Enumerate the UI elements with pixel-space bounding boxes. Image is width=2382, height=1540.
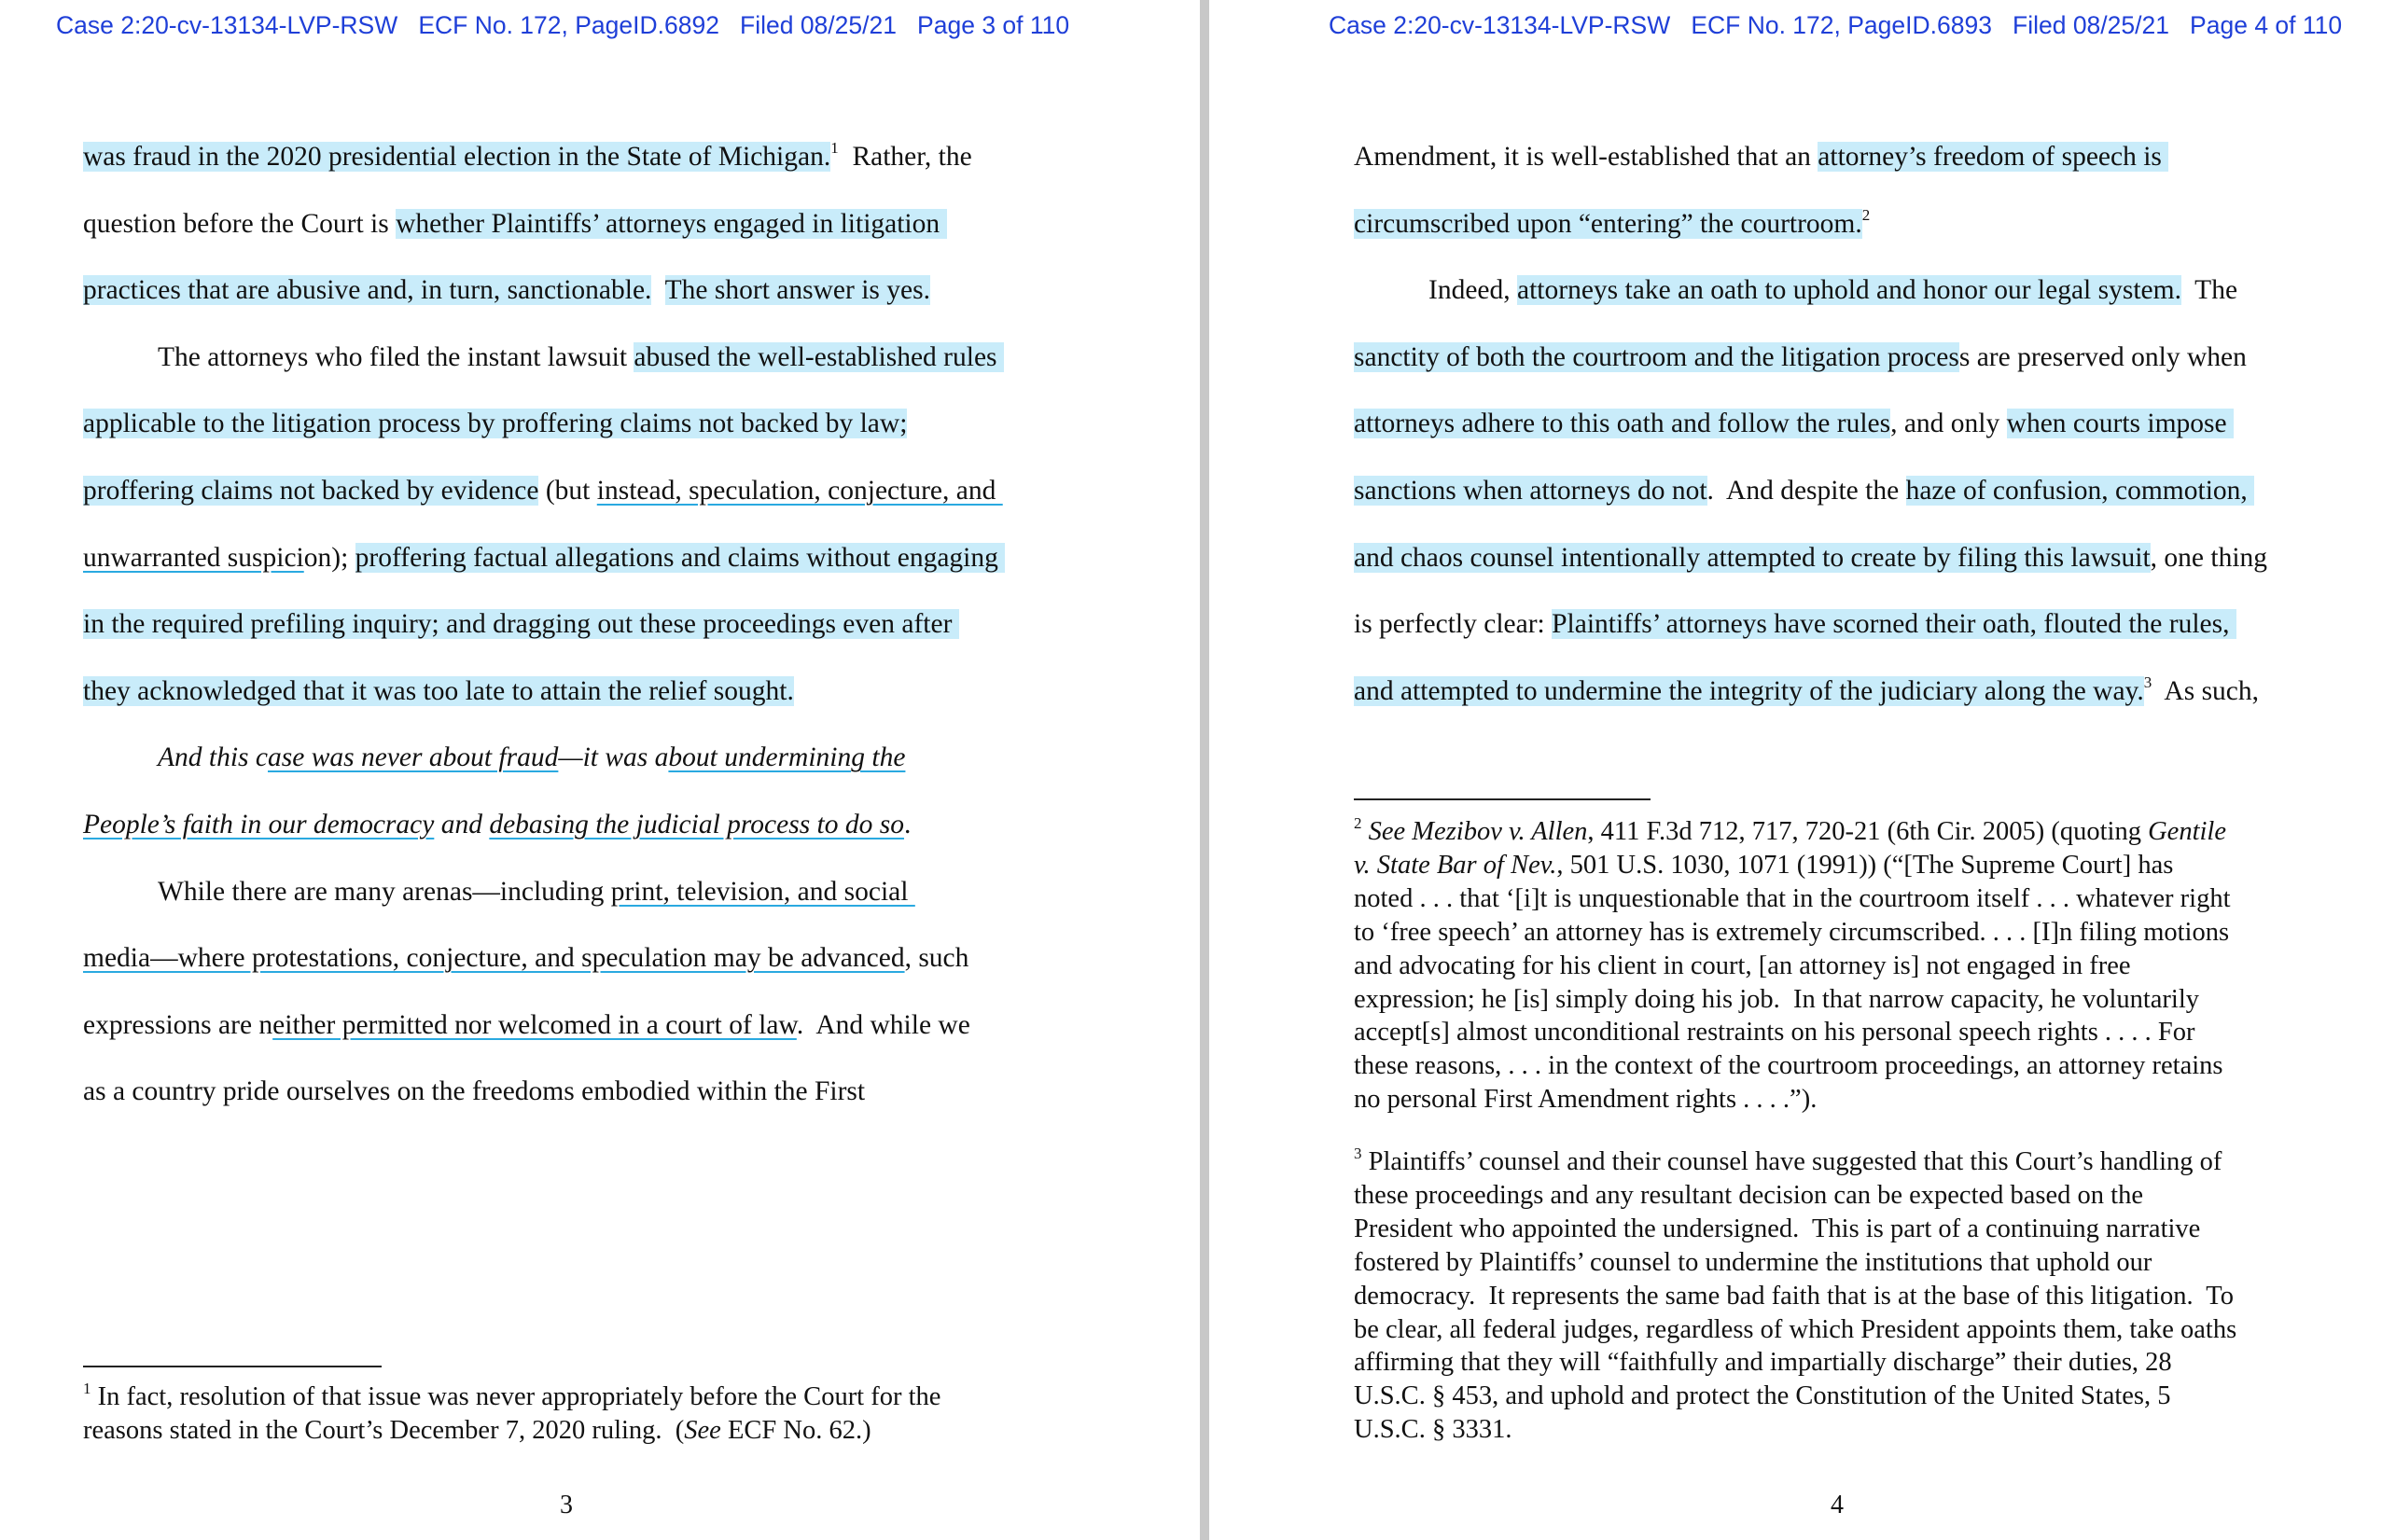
text-run: U.S.C. § 453, and uphold and protect the Constitution of the United States, 5 [1354, 1381, 2171, 1411]
text-line [83, 808, 911, 841]
footnote-line [1354, 1179, 2143, 1213]
text-run: s are preserved only when [1958, 341, 2247, 372]
highlighted-text: and attempted to undermine the integrity of the judiciary along the way. [1354, 675, 2144, 706]
text-line [83, 140, 972, 173]
text-line [158, 741, 905, 774]
footnote-marker: 1 [83, 1379, 91, 1397]
page-number: 4 [1831, 1491, 1844, 1519]
footnote-line [1354, 1049, 2223, 1083]
text-line [83, 207, 947, 241]
highlighted-text: and chaos counsel intentionally attempted to create by filing this lawsuit [1354, 542, 2151, 573]
text-run: , such [904, 943, 969, 974]
text-run: , and only [1890, 409, 2007, 439]
highlighted-text: attorneys take an oath to uphold and honor our legal system. [1517, 275, 2181, 306]
text-run: no personal First Amendment rights . . . .”). [1354, 1085, 1818, 1115]
footnote-marker: 2 [1354, 813, 1362, 832]
highlighted-text: proffering factual allegations and claims without engaging [355, 542, 1006, 573]
footnote-line [1354, 916, 2229, 950]
text-run: , 411 F.3d 712, 717, 720-21 (6th Cir. 2005) (quoting [1587, 817, 2149, 846]
text-line [83, 474, 1003, 507]
highlighted-text: whether Plaintiffs’ attorneys engaged in litigation [396, 208, 947, 239]
text-run: reasons stated in the Court’s December 7, 2020 ruling. ( [83, 1416, 685, 1445]
footnote-line [1354, 1413, 1511, 1447]
text-run: Amendment, it is well-established that an [1354, 142, 1818, 172]
text-line [83, 941, 968, 975]
footnote-line [83, 1380, 940, 1414]
text-run: While there are many arenas—including [158, 876, 611, 907]
text-line [1354, 674, 2259, 708]
text-run: See [684, 1416, 721, 1445]
footnote-line [1354, 983, 2199, 1017]
text-run: and [434, 810, 490, 839]
page-4 [1209, 0, 2382, 1540]
text-run: President who appointed the undersigned. This is part of a continuing narrative [1354, 1214, 2201, 1243]
text-run: . And while we [796, 1009, 970, 1040]
text-line [1354, 340, 2247, 374]
text-line [83, 407, 907, 440]
text-run: noted . . . that ‘[i]t is unquestionable that in the courtroom itself . . . whatever right [1354, 883, 2231, 913]
highlighted-text: proffering claims not backed by evidence [83, 476, 539, 506]
footnote-rule [1354, 798, 1651, 800]
highlighted-text: The short answer is yes. [664, 275, 930, 306]
text-run: , one thing [2150, 542, 2268, 573]
text-run: these proceedings and any resultant decision can be expected based on the [1354, 1180, 2143, 1210]
text-run: and advocating for his client in court, [an attorney is] not engaged in free [1354, 950, 2131, 980]
text-line [1354, 474, 2254, 507]
footnote-line [1354, 1213, 2200, 1246]
footnote-marker: 1 [830, 139, 839, 158]
text-line [1428, 273, 2237, 307]
text-line [83, 607, 959, 641]
footnote-line [1354, 815, 2226, 849]
underlined-text: media—where protestations, conjecture, and speculation may be advanced [83, 943, 905, 974]
text-run: And this c [158, 742, 268, 773]
highlighted-text: when courts impose [2006, 409, 2234, 439]
text-run: Indeed, [1428, 275, 1518, 306]
text-run: Plaintiffs’ counsel and their counsel have suggested that this Court’s handling of [1361, 1147, 2222, 1176]
text-run: —it was a [558, 742, 669, 773]
text-run: See Mezibov v. Allen [1368, 817, 1588, 846]
underlined-text: either permitted nor welcomed in a court of law [272, 1009, 797, 1040]
underlined-text: instead, speculation, conjecture, and [596, 476, 1003, 506]
text-run: In fact, resolution of that issue was never appropriately before the Court for the [91, 1382, 941, 1411]
text-run: The [2180, 275, 2238, 306]
highlighted-text: in the required prefiling inquiry; and dragging out these proceedings even after [83, 609, 959, 640]
text-run: . [903, 810, 912, 839]
footnote-line [1354, 1083, 1817, 1117]
footnote-line [1354, 1280, 2234, 1313]
underlined-text: People’s faith in our democracy [83, 810, 435, 839]
text-run: , 501 U.S. 1030, 1071 (1991)) (“[The Supreme Court] has [1556, 850, 2174, 880]
text-line [1354, 207, 1870, 241]
page-header[interactable]: Case 2:20-cv-13134-LVP-RSW ECF No. 172, PageID.6892 Filed 08/25/21 Page 3 of 110 [56, 11, 1070, 39]
underlined-text: ase was never about fraud [268, 742, 559, 773]
footnote-line [1354, 1016, 2195, 1049]
footnote-line [1354, 1346, 2172, 1380]
footnote-line [1354, 1313, 2236, 1347]
text-line [83, 1075, 865, 1108]
text-run: Rather, the [838, 142, 972, 172]
text-line [158, 340, 1004, 374]
footnote-line [1354, 1246, 2152, 1280]
text-line [1354, 140, 2168, 173]
text-run: expression; he [is] simply doing his job. In that narrow capacity, he voluntarily [1354, 984, 2200, 1014]
footnote-line [1354, 1145, 2222, 1179]
underlined-text: debasing the judicial process to do so [489, 810, 904, 839]
underlined-text: unwarranted suspici [83, 542, 304, 573]
underlined-text: print, television, and social [610, 876, 915, 907]
text-run: question before the Court is [83, 208, 397, 239]
footnote-line [1354, 1380, 2171, 1413]
text-run: as a country pride ourselves on the freedoms embodied within the First [83, 1076, 866, 1107]
text-run: v. State Bar of Nev. [1354, 850, 1557, 880]
footnote-rule [83, 1366, 382, 1367]
footnote-line [83, 1414, 871, 1448]
text-run: U.S.C. § 3331. [1354, 1415, 1512, 1445]
text-run: ECF No. 62.) [720, 1416, 871, 1445]
text-line [1354, 407, 2234, 440]
page-header[interactable]: Case 2:20-cv-13134-LVP-RSW ECF No. 172, PageID.6893 Filed 08/25/21 Page 4 of 110 [1329, 11, 2343, 39]
highlighted-text: practices that are abusive and, in turn, sanctionable. [83, 275, 652, 306]
page-divider [1200, 0, 1209, 1540]
highlighted-text: applicable to the litigation process by proffering claims not backed by law; [83, 409, 908, 439]
text-run [1362, 817, 1369, 846]
text-run: these reasons, . . . in the context of the courtroom proceedings, an attorney retains [1354, 1051, 2223, 1081]
text-run: Gentile [2148, 817, 2226, 846]
highlighted-text: haze of confusion, commotion, [1905, 476, 2255, 506]
text-run: fostered by Plaintiffs’ counsel to undermine the institutions that uphold our [1354, 1247, 2152, 1277]
highlighted-text: was fraud in the 2020 presidential election in the State of Michigan. [83, 142, 831, 172]
highlighted-text: they acknowledged that it was too late to attain the relief sought. [83, 675, 794, 706]
text-run: on); [303, 542, 355, 573]
text-run: to ‘free speech’ an attorney has is extremely circumscribed. . . . [I]n filing motions [1354, 917, 2230, 947]
text-run: (but [538, 476, 597, 506]
text-run: The attorneys who filed the instant lawsuit [158, 341, 634, 372]
highlighted-text: sanctions when attorneys do not [1354, 476, 1707, 506]
text-line [83, 674, 794, 708]
text-line [1354, 607, 2236, 641]
text-run: democracy. It represents the same bad faith that is at the base of this litigation. To [1354, 1281, 2234, 1311]
text-line [1354, 541, 2267, 575]
highlighted-text: Plaintiffs’ attorneys have scorned their oath, flouted the rules, [1552, 609, 2236, 640]
footnote-line [1354, 950, 2131, 983]
highlighted-text: sanctity of both the courtroom and the litigation proces [1354, 341, 1959, 372]
footnote-line [1354, 882, 2230, 916]
text-run: expressions are n [83, 1009, 273, 1040]
text-run: is perfectly clear: [1354, 609, 1553, 640]
highlighted-text: abused the well-established rules [634, 341, 1004, 372]
text-run: be clear, all federal judges, regardless of which President appoints them, take oaths [1354, 1314, 2237, 1344]
text-run: As such, [2152, 675, 2260, 706]
footnote-marker: 3 [2143, 673, 2152, 691]
footnote-line [1354, 849, 2173, 882]
page-number: 3 [560, 1491, 573, 1519]
highlighted-text: attorney’s freedom of speech is [1818, 142, 2169, 172]
highlighted-text: circumscribed upon “entering” the courtroom. [1354, 208, 1862, 239]
text-line [83, 541, 1005, 575]
highlighted-text: attorneys adhere to this oath and follow the rules [1354, 409, 1891, 439]
text-line [158, 875, 915, 909]
underlined-text: bout undermining the [668, 742, 906, 773]
text-line [83, 273, 930, 307]
footnote-marker: 2 [1861, 205, 1871, 224]
text-run: . And despite the [1706, 476, 1906, 506]
footnote-marker: 3 [1354, 1144, 1362, 1162]
text-run: affirming that they will “faithfully and impartially discharge” their duties, 28 [1354, 1348, 2172, 1378]
text-line [83, 1008, 970, 1042]
text-run [651, 275, 664, 305]
text-run: accept[s] almost unconditional restraints on his personal speech rights . . . . For [1354, 1018, 2195, 1047]
